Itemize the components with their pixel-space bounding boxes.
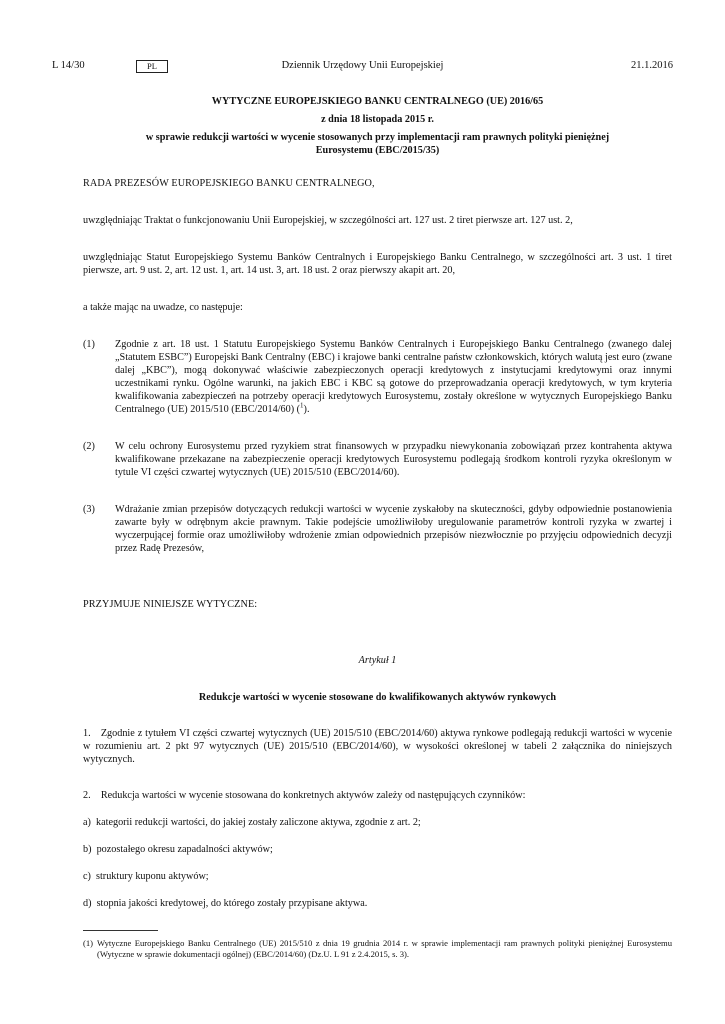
recital-text: W celu ochrony Eurosystemu przed ryzykiem strat finansowych w przypadku niewykonania zobowiązań przez kontrahenta aktywa kwalifikowane przekazane na zabezpieczenie operacji kredytowych Eurosystemu podlegają środkom kontroli ryzyka określonym w tytule VI części czwartej wytycznych (UE) 2015/510 (EBC/2014/60).	[115, 441, 672, 478]
list-item-c: c) struktury kuponu aktywów;	[83, 871, 209, 882]
document-body	[83, 95, 672, 910]
act-date: z dnia 18 listopada 2015 r.	[321, 114, 434, 125]
council-line: RADA PREZESÓW EUROPEJSKIEGO BANKU CENTRALNEGO,	[83, 178, 375, 189]
recital-2	[83, 440, 672, 479]
recital-3	[83, 503, 672, 555]
recital-number: (1)	[83, 339, 95, 350]
footnote-separator	[83, 930, 158, 931]
adopts-line: PRZYJMUJE NINIEJSZE WYTYCZNE:	[83, 599, 258, 610]
recital-1	[83, 338, 672, 416]
whereas-line: a także mając na uwadze, co następuje:	[83, 302, 243, 313]
language-box: PL	[136, 60, 168, 73]
recital-number: (3)	[83, 504, 95, 515]
recital-text: Wdrażanie zmian przepisów dotyczących redukcji wartości w wycenie zyskałoby na skuteczności, gdyby odpowiednie postanowienia zawarte były w odrębnym akcie prawnym. Takie podejście umożliwiłoby uregulowanie parametrów kontroli ryzyka w zwartej i wyczerpującej formie oraz umożliwiłoby wdrożenie zmian odpowiednich przepisów niezwłocznie po przyjęciu odpowiednich decyzji przez Radę Prezesów,	[115, 504, 672, 554]
act-title: WYTYCZNE EUROPEJSKIEGO BANKU CENTRALNEGO (UE) 2016/65	[211, 96, 544, 107]
citation-statute: uwzględniając Statut Europejskiego Systemu Banków Centralnych i Europejskiego Banku Centralnego, w szczególności art. 3 ust. 1 tiret pierwsze, art. 9 ust. 2, art. 12 ust. 1, art. 14 ust. 3, art. 18 ust. 2 oraz pierwszy akapit art. 20,	[83, 252, 672, 276]
article-label: Artykuł 1	[358, 655, 397, 666]
recital-number: (2)	[83, 441, 95, 452]
footnote-reference[interactable]: 1	[300, 401, 304, 410]
footnote-mark: (1)	[83, 938, 94, 948]
article-paragraph-2: 2. Redukcja wartości w wycenie stosowana do konkretnych aktywów zależy od następujących czynników:	[83, 790, 526, 801]
list-item-b: b) pozostałego okresu zapadalności aktywów;	[83, 844, 273, 855]
page-header	[52, 60, 673, 76]
list-item-a: a) kategorii redukcji wartości, do jakiej zostały zaliczone aktywa, zgodnie z art. 2;	[83, 817, 421, 828]
act-subject: w sprawie redukcji wartości w wycenie stosowanych przy implementacji ram prawnych polityki pieniężnej Eurosystemu (EBC/2015/35)	[145, 132, 610, 156]
publication-date: 21.1.2016	[631, 60, 673, 71]
title-block	[83, 95, 672, 157]
footnote	[83, 938, 672, 960]
page-reference: L 14/30	[52, 60, 85, 71]
recital-text-end: ).	[303, 404, 310, 415]
article-paragraph-1: 1. Zgodnie z tytułem VI części czwartej wytycznych (UE) 2015/510 (EBC/2014/60) aktywa rynkowe podlegają redukcji wartości w wycenie w rozumieniu art. 2 pkt 97 wytycznych (UE) 2015/510 (EBC/2014/60), w wysokości określonej w tabeli 2 załącznika do niniejszych wytycznych.	[83, 728, 672, 765]
article-heading: Redukcje wartości w wycenie stosowane do kwalifikowanych aktywów rynkowych	[198, 692, 557, 703]
list-item-d: d) stopnia jakości kredytowej, do którego zostały przypisane aktywa.	[83, 898, 368, 909]
recital-text: Zgodnie z art. 18 ust. 1 Statutu Europejskiego Systemu Banków Centralnych i Europejskiego Banku Centralnego (zwanego dalej „Statutem ESBC”) Europejski Bank Centralny (EBC) i krajowe banki centralne państw członkowskich, których walutą jest euro (zwane dalej „KBC”), mogą dokonywać właściwie zabezpieczonych operacji kredytowych z instytucjami kredytowymi oraz innymi uczestnikami rynku. Ogólne warunki, na jakich EBC i KBC są gotowe do przeprowadzania operacji kredytowych, w tym kryteria kwalifikowania zabezpieczeń na potrzeby operacji kredytowych Eurosystemu, zostały określone w wytycznych Europejskiego Banku Centralnego (UE) 2015/510 (EBC/2014/60) (	[115, 339, 672, 415]
citation-treaty: uwzględniając Traktat o funkcjonowaniu Unii Europejskiej, w szczególności art. 127 ust. 2 tiret pierwsze art. 127 ust. 2,	[83, 215, 573, 226]
footnote-text: Wytyczne Europejskiego Banku Centralnego (UE) 2015/510 z dnia 19 grudnia 2014 r. w sprawie implementacji ram prawnych polityki pieniężnej Eurosystemu (Wytyczne w sprawie dokumentacji ogólnej) (EBC/2014/60) (Dz.U. L 91 z 2.4.2015, s. 3).	[97, 938, 672, 959]
journal-title: Dziennik Urzędowy Unii Europejskiej	[281, 60, 444, 71]
